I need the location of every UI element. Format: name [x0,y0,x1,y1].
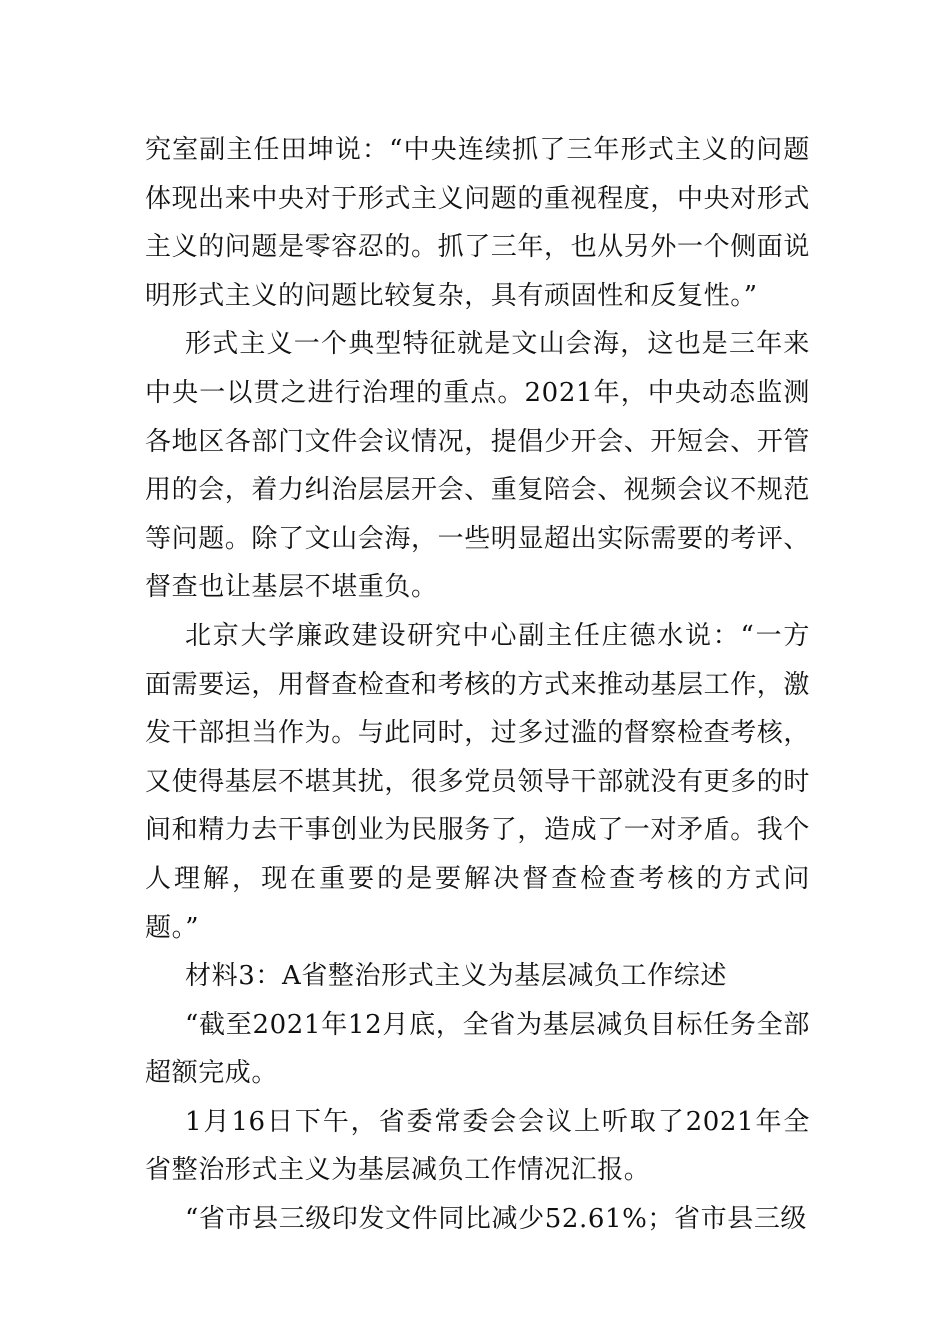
paragraph-deadline: “截至2021年12月底，全省为基层减负目标任务全部超额完成。 [145,1009,810,1089]
paragraph-meetings: 形式主义一个典型特征就是文山会海，这也是三年来中央一以贯之进行治理的重点。2021年，中央动态监测各地区各部门文件会议情况，提倡少开会、开短会、开管用的会，着力纠治层层开会、重复陪会、视频会议不规范等问题。除了文山会海，一些明显超出实际需要的考评、督查也让基层不堪重负。 [145,329,811,603]
material-heading: 材料3：A省整治形式主义为基层减负工作综述 [185,961,727,992]
paragraph-statistics: “省市县三级印发文件同比减少52.61%；省市县三级 [185,1204,808,1235]
paragraph-quote-tian-kun: 究室副主任田坤说：“中央连续抓了三年形式主义的问题体现出来中央对于形式主义问题的重视程度，中央对形式主义的问题是零容忍的。抓了三年，也从另外一个侧面说明形式主义的问题比较复杂，具有顽固性和反复性。” [145,135,811,311]
paragraph-quote-zhuang-deshui: 北京大学廉政建设研究中心副主任庄德水说：“一方面需要运，用督查检查和考核的方式来推动基层工作，激发干部担当作为。与此同时，过多过滥的督察检查考核，又使得基层不堪其扰，很多党员领导干部就没有更多的时间和精力去干事创业为民服务了，造成了一对矛盾。我个人理解，现在重要的是要解决督查检查考核的方式问题。” [145,620,811,943]
paragraph-meeting-report: 1月16日下午，省委常委会会议上听取了2021年全省整治形式主义为基层减负工作情况汇报。 [145,1106,810,1186]
document-body [145,126,810,1244]
